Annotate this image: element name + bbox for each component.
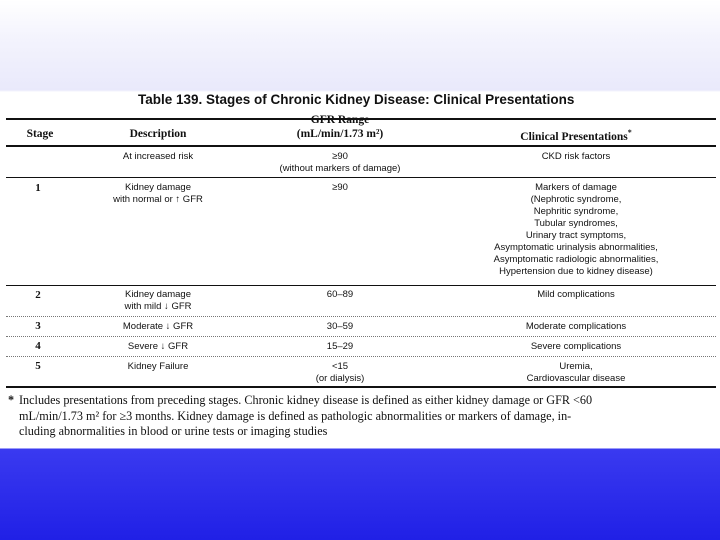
row-1-stage: 1 [35, 182, 41, 194]
row-4-clinical: Severe complications [530, 341, 622, 352]
row-rule-3 [6, 336, 716, 337]
header-clinical-mark: * [627, 128, 632, 137]
row-0-gfr: ≥90 (without markers of damage) [279, 151, 401, 174]
row-0-description: At increased risk [122, 151, 194, 162]
header-clinical-label: Clinical Presentations [520, 130, 628, 143]
header-gfr-title: GFR Range [310, 114, 370, 126]
row-4-description: Severe ↓ GFR [127, 341, 189, 352]
row-2-clinical: Mild complications [537, 289, 615, 300]
row-3-gfr: 30–59 [326, 321, 354, 332]
footnote-line-2: mL/min/1.73 m² for ≥3 months. Kidney damage is defined as pathologic abnormalities or markers of damage, in- [19, 408, 572, 423]
row-rule-1 [6, 285, 716, 286]
row-3-stage: 3 [35, 320, 41, 332]
row-5-stage: 5 [35, 360, 41, 372]
row-3-clinical: Moderate complications [525, 321, 627, 332]
row-3-description: Moderate ↓ GFR [122, 321, 194, 332]
table-title: Table 139. Stages of Chronic Kidney Disease: Clinical Presentations [138, 92, 575, 107]
row-1-clinical: Markers of damage (Nephrotic syndrome, Nephritic syndrome, Tubular syndromes, Urinary tract symptoms, Asymptomatic urinalysis abnormalities, Asymptomatic radiologic abnormalities, Hypertension due to kidney disease) [493, 182, 659, 277]
row-1-description: Kidney damage with normal or ↑ GFR [113, 182, 203, 205]
row-rule-2 [6, 316, 716, 317]
header-stage: Stage [26, 128, 54, 140]
bottom-rule [6, 386, 716, 388]
row-1-gfr: ≥90 [332, 182, 348, 193]
row-4-stage: 4 [35, 340, 41, 352]
row-rule-4 [6, 356, 716, 357]
footnote-marker: * [8, 393, 15, 407]
footnote-line-1: Includes presentations from preceding stages. Chronic kidney disease is defined as either kidney damage or GFR <60 [19, 393, 593, 407]
row-rule-0 [6, 177, 716, 178]
header-gfr-units: (mL/min/1.73 m²) [296, 128, 384, 140]
footnote-line-3: cluding abnormalities in blood or urine tests or imaging studies [19, 424, 328, 438]
header-description: Description [129, 128, 187, 140]
row-0-clinical: CKD risk factors [541, 151, 611, 162]
row-5-gfr: <15 (or dialysis) [315, 361, 365, 384]
footnote [8, 393, 718, 440]
row-2-gfr: 60–89 [326, 289, 354, 300]
row-5-clinical: Uremia, Cardiovascular disease [526, 361, 626, 384]
header-rule [6, 145, 716, 147]
row-2-stage: 2 [35, 289, 41, 301]
row-2-description: Kidney damage with mild ↓ GFR [124, 289, 192, 312]
header-clinical [496, 128, 656, 143]
row-4-gfr: 15–29 [326, 341, 354, 352]
row-5-description: Kidney Failure [127, 361, 189, 372]
